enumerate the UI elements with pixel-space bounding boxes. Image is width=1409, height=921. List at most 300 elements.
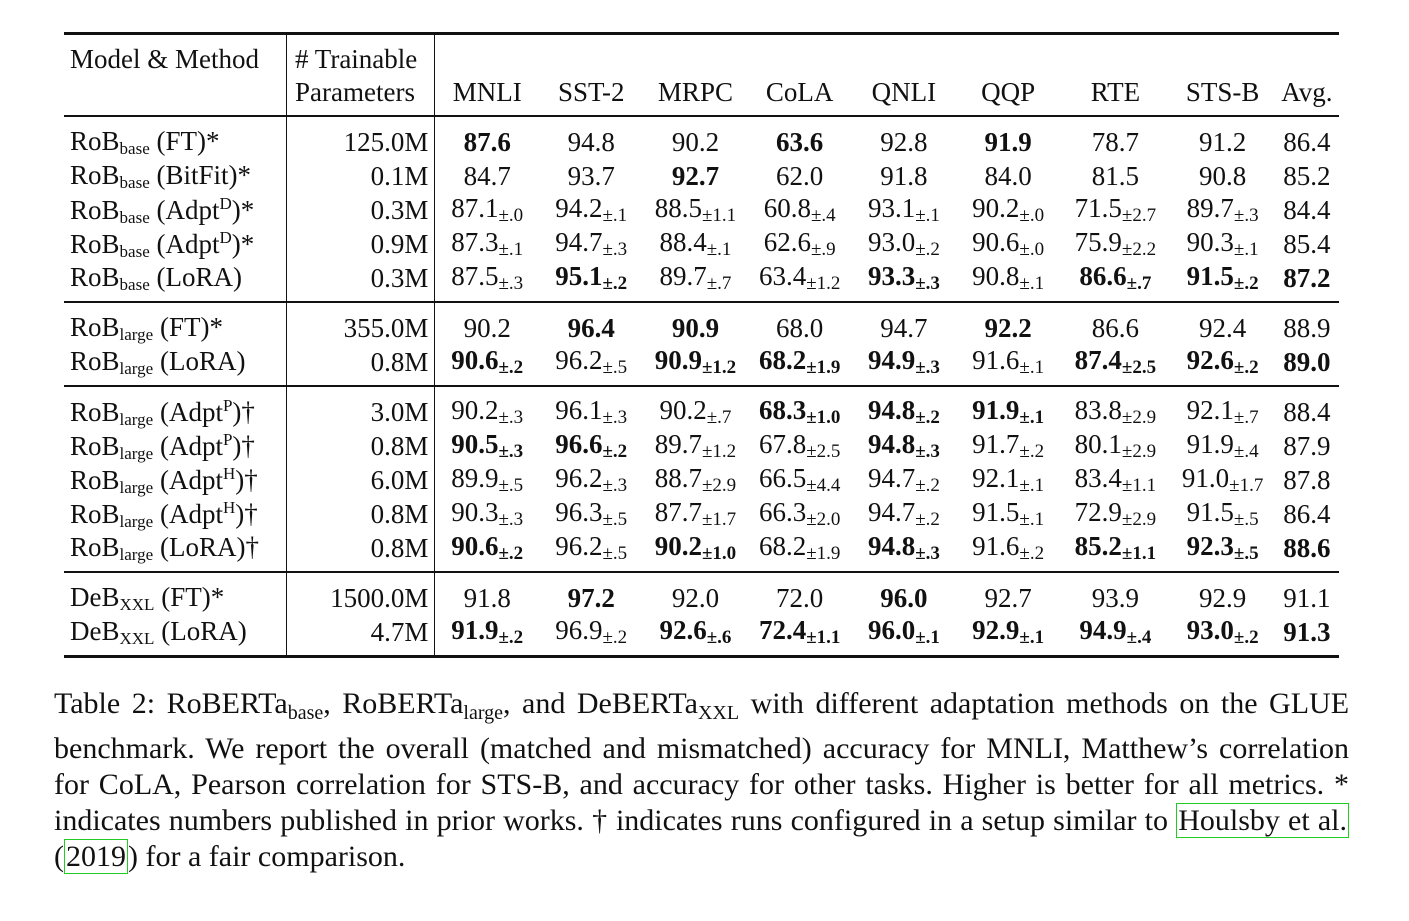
score-std: ±.2 [915, 407, 940, 428]
model-method-cell: RoB$_{large}$ (Adpt$^P$)† [64, 386, 287, 429]
score-std: ±.3 [915, 441, 940, 462]
row-mark: † [241, 430, 255, 461]
score-std: ±.7 [1233, 407, 1259, 428]
score-cell-stsb [1171, 302, 1275, 345]
score-std: ±.2 [602, 627, 628, 648]
score-cell-qqp [956, 345, 1060, 386]
model-size: XXL [119, 594, 155, 614]
score-cell-cola [748, 531, 852, 572]
score-std: ±1.9 [806, 357, 841, 378]
model-size: base [119, 274, 150, 294]
method-variant: D [219, 227, 232, 247]
score-cell-avg [1275, 116, 1339, 159]
caption-text: with different adaptation methods on the GLUE benchmark. We report the overall (matched and mismatched) accuracy for MNLI, Matthew’s correlation for CoLA, Pearson correlation for STS-B, and accuracy for other tasks. Higher is better for all metrics. * indicates numbers published in prior works. † indicates runs configured in a setup similar to [54, 687, 1350, 837]
model-size: base [119, 172, 150, 192]
header-task-qnli: QNLI [852, 73, 956, 116]
score-value: 84.4 [1283, 194, 1331, 225]
score-value: 90.2 [654, 531, 702, 561]
citation-link-year[interactable]: 2019 [66, 840, 126, 873]
score-value: 63.6 [776, 126, 824, 157]
model-size: XXL [119, 628, 155, 648]
trainable-params-cell: 355.0M [287, 302, 435, 345]
score-std: ±.5 [498, 475, 524, 496]
score-std: ±.3 [915, 543, 940, 564]
score-std: ±4.4 [806, 475, 841, 496]
score-value: 94.8 [867, 429, 916, 459]
score-cell-qqp [956, 386, 1060, 429]
score-std: ±.0 [498, 205, 524, 226]
score-value: 78.7 [1091, 126, 1140, 157]
method-variant: D [219, 193, 232, 213]
score-value: 80.1 [1074, 429, 1122, 459]
score-value: 92.1 [972, 463, 1020, 493]
score-cell-avg [1275, 159, 1339, 193]
score-value: 67.8 [758, 429, 807, 459]
score-cell-qnli [852, 497, 956, 531]
header-task-qqp: QQP [956, 73, 1060, 116]
score-value: 96.9 [555, 615, 603, 645]
score-cell-mnli [435, 386, 539, 429]
table-row [64, 429, 1339, 463]
model-name: RoB [70, 311, 120, 342]
score-value: 60.8 [763, 193, 811, 223]
score-cell-qqp [956, 227, 1060, 261]
model-size: large [119, 358, 154, 378]
score-cell-cola [748, 572, 852, 615]
score-value: 91.1 [1283, 582, 1331, 613]
score-cell-rte [1060, 227, 1170, 261]
method-name: Adpt [165, 228, 220, 259]
score-std: ±1.2 [701, 357, 737, 378]
model-method-cell: RoB$_{base}$ (Adpt$^D$)* [64, 227, 287, 261]
score-value: 89.7 [654, 429, 702, 459]
score-value: 94.8 [867, 531, 916, 561]
model-method-cell: DeB$_{XXL}$ (FT)* [64, 572, 287, 615]
score-value: 94.7 [555, 227, 603, 257]
score-std: ±.2 [498, 357, 524, 378]
score-cell-mrpc [643, 615, 747, 657]
score-cell-rte [1060, 193, 1170, 227]
score-value: 92.6 [1186, 345, 1234, 375]
score-value: 85.4 [1283, 228, 1331, 259]
trainable-params-cell: 0.8M [287, 531, 435, 572]
score-cell-cola [748, 227, 852, 261]
score-value: 93.1 [867, 193, 916, 223]
score-cell-cola [748, 302, 852, 345]
score-std: ±2.5 [1121, 357, 1157, 378]
model-name: RoB [70, 531, 120, 562]
score-value: 92.3 [1186, 531, 1234, 561]
score-std: ±.4 [1233, 441, 1259, 462]
score-value: 93.0 [867, 227, 916, 257]
score-value: 88.9 [1283, 312, 1331, 343]
score-std: ±.2 [915, 475, 940, 496]
model-method-cell: RoB$_{large}$ (LoRA) [64, 345, 287, 386]
header-task-rte: RTE [1060, 73, 1170, 116]
score-cell-avg [1275, 345, 1339, 386]
score-value: 89.9 [451, 463, 499, 493]
results-table-container [64, 32, 1339, 658]
score-cell-mnli [435, 572, 539, 615]
score-cell-sst2 [539, 193, 643, 227]
score-cell-sst2 [539, 302, 643, 345]
model-name: DeB [70, 581, 120, 612]
score-value: 96.2 [555, 463, 603, 493]
score-value: 86.4 [1283, 126, 1331, 157]
table-row [64, 386, 1339, 429]
score-cell-avg [1275, 615, 1339, 657]
score-value: 66.5 [758, 463, 807, 493]
score-cell-mrpc [643, 345, 747, 386]
score-cell-cola [748, 193, 852, 227]
score-value: 92.1 [1186, 395, 1234, 425]
score-value: 72.4 [758, 615, 807, 645]
table-row [64, 615, 1339, 657]
score-cell-sst2 [539, 116, 643, 159]
model-size: large [119, 544, 154, 564]
score-cell-mrpc [643, 463, 747, 497]
score-cell-rte [1060, 261, 1170, 302]
method-variant: H [222, 463, 236, 483]
model-size: large [119, 511, 154, 531]
score-value: 86.6 [1091, 312, 1140, 343]
table-row [64, 116, 1339, 159]
row-mark: * [237, 159, 252, 190]
score-value: 88.6 [1283, 532, 1331, 563]
score-value: 72.0 [776, 582, 824, 613]
score-value: 90.2 [659, 395, 707, 425]
score-std: ±.3 [1233, 205, 1259, 226]
score-std: ±.3 [498, 509, 524, 530]
score-cell-qnli [852, 429, 956, 463]
method-name: LoRA [168, 531, 237, 562]
header-trainable-line2: Parameters [287, 73, 435, 116]
score-value: 92.9 [972, 615, 1020, 645]
score-cell-cola [748, 497, 852, 531]
score-cell-cola [748, 261, 852, 302]
model-name: RoB [70, 396, 120, 427]
score-value: 88.7 [654, 463, 702, 493]
score-cell-qnli [852, 463, 956, 497]
score-cell-rte [1060, 531, 1170, 572]
method-name: FT [170, 581, 202, 612]
score-value: 93.3 [867, 261, 916, 291]
score-std: ±2.5 [806, 441, 841, 462]
score-value: 94.9 [867, 345, 916, 375]
header-task-mrpc: MRPC [643, 73, 747, 116]
score-value: 91.8 [880, 160, 928, 191]
score-cell-qnli [852, 386, 956, 429]
score-std: ±.1 [602, 205, 628, 226]
score-value: 68.0 [776, 312, 824, 343]
score-value: 66.3 [758, 497, 807, 527]
score-cell-stsb [1171, 615, 1275, 657]
score-cell-qqp [956, 497, 1060, 531]
score-cell-mnli [435, 345, 539, 386]
score-value: 87.9 [1283, 430, 1331, 461]
score-std: ±.1 [1019, 627, 1045, 648]
score-cell-qqp [956, 302, 1060, 345]
score-value: 87.3 [451, 227, 499, 257]
trainable-params-cell: 125.0M [287, 116, 435, 159]
table-body [64, 116, 1339, 657]
score-cell-mrpc [643, 159, 747, 193]
score-std: ±.5 [602, 543, 628, 564]
model-size: base [119, 241, 150, 261]
table-row [64, 463, 1339, 497]
model-size: base [119, 138, 150, 158]
score-cell-mnli [435, 302, 539, 345]
score-value: 87.5 [451, 261, 499, 291]
row-mark: † [241, 396, 255, 427]
score-value: 91.2 [1199, 126, 1247, 157]
table-row [64, 159, 1339, 193]
score-std: ±2.9 [1121, 509, 1157, 530]
score-value: 84.7 [463, 160, 511, 191]
score-std: ±1.1 [806, 627, 841, 648]
row-mark: * [206, 125, 220, 156]
score-std: ±1.1 [1121, 475, 1157, 496]
score-value: 96.0 [867, 615, 916, 645]
score-cell-cola [748, 159, 852, 193]
score-std: ±.1 [1019, 407, 1045, 428]
score-value: 94.7 [867, 463, 916, 493]
score-cell-stsb [1171, 116, 1275, 159]
score-value: 90.6 [972, 227, 1020, 257]
score-value: 85.2 [1283, 160, 1331, 191]
score-value: 97.2 [567, 582, 615, 613]
citation-link-author[interactable]: Houlsby et al. [1178, 804, 1348, 837]
method-name: FT [165, 125, 198, 156]
score-cell-rte [1060, 345, 1170, 386]
method-name: BitFit [165, 159, 229, 190]
score-std: ±1.0 [701, 543, 737, 564]
score-value: 94.7 [867, 497, 916, 527]
score-std: ±.3 [498, 441, 524, 462]
model-size: large [119, 477, 154, 497]
model-size: base [119, 207, 150, 227]
score-value: 62.0 [776, 160, 824, 191]
score-cell-stsb [1171, 159, 1275, 193]
header-model-method: Model & Method [64, 34, 287, 74]
score-value: 93.9 [1091, 582, 1140, 613]
table-row [64, 531, 1339, 572]
score-cell-stsb [1171, 463, 1275, 497]
score-cell-mnli [435, 261, 539, 302]
score-cell-sst2 [539, 497, 643, 531]
method-name: Adpt [168, 464, 223, 495]
score-value: 87.1 [451, 193, 499, 223]
method-name: LoRA [165, 261, 233, 292]
trainable-params-cell: 0.9M [287, 227, 435, 261]
score-value: 62.6 [763, 227, 811, 257]
model-name: RoB [70, 345, 120, 376]
caption-text-end: ) for a fair comparison. [128, 840, 406, 873]
score-cell-avg [1275, 302, 1339, 345]
score-std: ±1.9 [806, 543, 841, 564]
score-cell-stsb [1171, 345, 1275, 386]
score-std: ±.4 [810, 205, 836, 226]
score-value: 72.9 [1074, 497, 1122, 527]
score-value: 90.2 [463, 312, 511, 343]
header-trainable-line1: # Trainable [287, 34, 435, 74]
method-variant: H [222, 497, 236, 517]
row-mark: * [209, 311, 223, 342]
caption-model-roberta-base: RoBERTa$_{base}$ [166, 687, 324, 724]
score-value: 93.7 [567, 160, 615, 191]
model-name: RoB [70, 430, 120, 461]
score-value: 90.6 [451, 345, 499, 375]
score-value: 94.7 [880, 312, 928, 343]
score-value: 92.0 [671, 582, 720, 613]
score-std: ±.2 [1233, 627, 1259, 648]
table-row [64, 302, 1339, 345]
score-std: ±.3 [498, 407, 524, 428]
model-size: large [119, 324, 154, 344]
score-std: ±.5 [602, 357, 628, 378]
score-value: 89.0 [1283, 346, 1331, 377]
score-value: 92.9 [1199, 582, 1247, 613]
score-cell-qnli [852, 159, 956, 193]
score-value: 91.9 [984, 126, 1032, 157]
model-method-cell: RoB$_{base}$ (LoRA) [64, 261, 287, 302]
score-cell-avg [1275, 193, 1339, 227]
score-value: 96.6 [555, 429, 603, 459]
score-cell-sst2 [539, 429, 643, 463]
score-cell-qnli [852, 615, 956, 657]
score-std: ±.1 [1019, 273, 1045, 294]
score-std: ±1.2 [806, 273, 841, 294]
score-std: ±.2 [498, 543, 524, 564]
score-std: ±.3 [498, 273, 524, 294]
score-value: 90.5 [451, 429, 499, 459]
score-value: 88.4 [1283, 396, 1331, 427]
trainable-params-cell: 0.3M [287, 193, 435, 227]
model-method-cell: RoB$_{large}$ (Adpt$^H$)† [64, 497, 287, 531]
table-row [64, 345, 1339, 386]
score-std: ±.1 [706, 239, 732, 260]
score-std: ±1.2 [701, 441, 737, 462]
score-std: ±.1 [498, 239, 524, 260]
score-cell-rte [1060, 572, 1170, 615]
score-std: ±1.1 [1121, 543, 1157, 564]
score-cell-avg [1275, 531, 1339, 572]
score-std: ±.2 [1233, 273, 1259, 294]
score-value: 91.5 [1186, 261, 1234, 291]
header-task-mnli: MNLI [435, 73, 539, 116]
model-name: RoB [70, 464, 120, 495]
model-method-cell: RoB$_{large}$ (Adpt$^H$)† [64, 463, 287, 497]
score-std: ±.3 [602, 407, 628, 428]
score-value: 91.6 [972, 531, 1020, 561]
score-value: 91.9 [972, 395, 1020, 425]
score-cell-cola [748, 116, 852, 159]
score-cell-mrpc [643, 429, 747, 463]
score-value: 91.5 [972, 497, 1020, 527]
score-value: 88.4 [659, 227, 707, 257]
model-name: RoB [70, 125, 120, 156]
method-name: Adpt [168, 396, 223, 427]
score-cell-avg [1275, 572, 1339, 615]
score-cell-qqp [956, 193, 1060, 227]
score-std: ±.2 [602, 273, 628, 294]
score-cell-mnli [435, 497, 539, 531]
score-cell-cola [748, 615, 852, 657]
score-value: 88.5 [654, 193, 702, 223]
score-value: 96.3 [555, 497, 603, 527]
score-cell-cola [748, 429, 852, 463]
method-name: Adpt [165, 194, 220, 225]
score-value: 91.0 [1181, 463, 1230, 493]
header-task-cola: CoLA [748, 73, 852, 116]
score-cell-rte [1060, 615, 1170, 657]
score-cell-qqp [956, 572, 1060, 615]
score-cell-qnli [852, 345, 956, 386]
score-cell-mnli [435, 615, 539, 657]
score-cell-mrpc [643, 261, 747, 302]
score-std: ±.2 [915, 509, 940, 530]
score-std: ±.9 [810, 239, 836, 260]
score-cell-qqp [956, 116, 1060, 159]
score-value: 68.2 [758, 345, 807, 375]
table-row [64, 261, 1339, 302]
score-std: ±.2 [1233, 357, 1259, 378]
score-value: 91.8 [463, 582, 511, 613]
score-cell-qqp [956, 531, 1060, 572]
score-std: ±2.9 [1121, 441, 1157, 462]
method-name: FT [168, 311, 201, 342]
score-value: 91.7 [972, 429, 1020, 459]
score-cell-mnli [435, 429, 539, 463]
score-value: 96.1 [555, 395, 603, 425]
score-cell-mrpc [643, 193, 747, 227]
score-value: 83.8 [1074, 395, 1122, 425]
table-row [64, 497, 1339, 531]
score-cell-qnli [852, 572, 956, 615]
score-value: 90.2 [972, 193, 1020, 223]
score-value: 90.8 [972, 261, 1020, 291]
score-cell-rte [1060, 302, 1170, 345]
score-value: 92.4 [1199, 312, 1247, 343]
caption-label: Table 2: [54, 687, 156, 720]
score-std: ±1.0 [806, 407, 841, 428]
model-name: DeB [70, 615, 120, 646]
score-cell-avg [1275, 463, 1339, 497]
score-std: ±.2 [498, 627, 524, 648]
score-cell-rte [1060, 429, 1170, 463]
score-cell-avg [1275, 261, 1339, 302]
score-value: 75.9 [1074, 227, 1122, 257]
model-method-cell: RoB$_{large}$ (LoRA)† [64, 531, 287, 572]
score-cell-rte [1060, 497, 1170, 531]
score-std: ±.2 [602, 441, 628, 462]
score-cell-stsb [1171, 261, 1275, 302]
score-cell-sst2 [539, 386, 643, 429]
score-cell-rte [1060, 463, 1170, 497]
score-cell-stsb [1171, 386, 1275, 429]
score-value: 94.8 [867, 395, 916, 425]
score-std: ±.6 [706, 627, 732, 648]
trainable-params-cell: 0.3M [287, 261, 435, 302]
score-value: 63.4 [758, 261, 807, 291]
model-method-cell: DeB$_{XXL}$ (LoRA) [64, 615, 287, 657]
score-value: 93.0 [1186, 615, 1234, 645]
row-mark: † [244, 498, 258, 529]
score-cell-mnli [435, 159, 539, 193]
row-mark: † [244, 464, 258, 495]
score-cell-qnli [852, 227, 956, 261]
trainable-params-cell: 3.0M [287, 386, 435, 429]
